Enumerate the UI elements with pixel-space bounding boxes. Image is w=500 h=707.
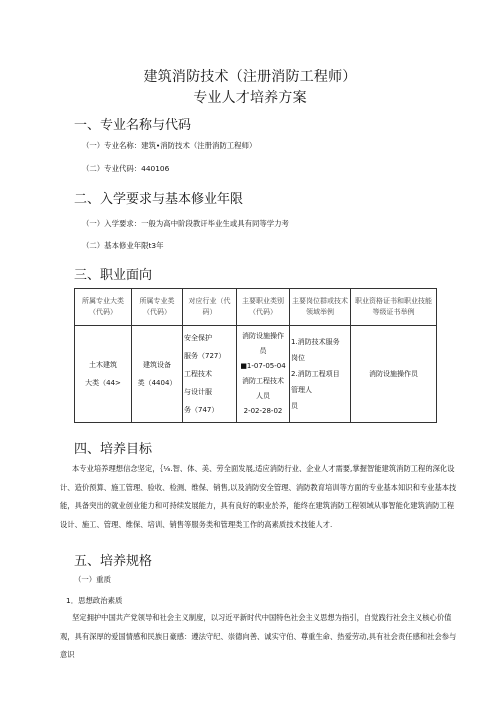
section-1-heading: 一、专业名称与代码 bbox=[74, 118, 192, 133]
table-cell-certificate: 消防设施操作员 bbox=[351, 326, 437, 423]
political-quality-paragraph: 坚定拥护中国共产党领导和社会主义制度，以习近平新时代中国特色社会主义思想为指引，自觉践行社会主义核心价值观，具有深厚的爱国情感和民族日豪感：遵法守纪、崇德向善、诚实守伯、尊重生命、热爱劳动,具有社会责任感和社会参与意识 bbox=[60, 613, 457, 659]
subsection-quality: （一）重质 bbox=[74, 575, 111, 584]
document-subtitle: 专业人才培养方案 bbox=[193, 90, 307, 106]
table-header: 对应行业（代码） bbox=[183, 289, 237, 326]
table-row bbox=[75, 326, 437, 423]
subsection-political-quality: 1．思想政治素质 bbox=[66, 596, 123, 605]
document-title: 建筑消防技术（注册消防工程师） bbox=[143, 69, 357, 85]
table-header: 职业资格证书和职业技能等级证书举例 bbox=[351, 289, 437, 326]
table-cell-occupation: 消防设施操作 员 ■1-07-05-04 消防工程技术 人员 2-02-28-02 bbox=[237, 326, 290, 423]
study-duration: （二）基本修业年限t3年 bbox=[82, 241, 164, 250]
admission-requirement: （一）入学要求：一般为高中阶段教讦毕业生或具有同等学力考 bbox=[82, 219, 289, 228]
section-2-heading: 二、入学要求与基本修业年限 bbox=[74, 192, 244, 207]
career-orientation-table bbox=[74, 288, 437, 423]
table-cell-positions: 1.消防技术服务 岗位 2.消防工程项目 管理人 员 bbox=[290, 326, 351, 423]
table-cell-class: 建筑设备 类（4404） bbox=[132, 326, 183, 423]
table-header-row bbox=[75, 289, 437, 326]
major-code: （二）专业代码：440106 bbox=[82, 164, 170, 173]
table-cell-industry: 安全保护 服务（727） 工程技术 与设计服 务（747） bbox=[183, 326, 237, 423]
major-name: （一）专业名称：建筑•消防技术（注册消防工程师） bbox=[82, 141, 257, 150]
table-cell-category: 土木建筑 大类（44> bbox=[75, 326, 132, 423]
table-header: 主要职业类别（代码） bbox=[237, 289, 290, 326]
section-3-heading: 三、职业面向 bbox=[74, 268, 153, 283]
table-header: 主要岗位群或技术领域举例 bbox=[290, 289, 351, 326]
table-header: 所属专业类（代码） bbox=[132, 289, 183, 326]
training-objective-paragraph: 本专业培养理想信念坚定，｛⅛.智、体、美、劳全面发展,适应消防行业、企业人才需要,掌握智能建筑消防工程的深化设计、造价预算、施工管理、验收、检测、维保、销售,以及消防安全管理、消防教育培训等方面的专业基本知识和专业基本技能，具备突出的就业创业能力和可持续发展能力，具有良好的职业於养，能终在建筑消防工程领域从事智能化建筑消防工程设计、施工、管理、维保、培训、销售等服务类和管理类工作的高素质技术技能人才. bbox=[60, 464, 457, 529]
section-5-heading: 五、培养规格 bbox=[74, 554, 153, 569]
section-4-heading: 四、培养目标 bbox=[74, 442, 153, 457]
table-header: 所属专业大类（代码） bbox=[75, 289, 132, 326]
